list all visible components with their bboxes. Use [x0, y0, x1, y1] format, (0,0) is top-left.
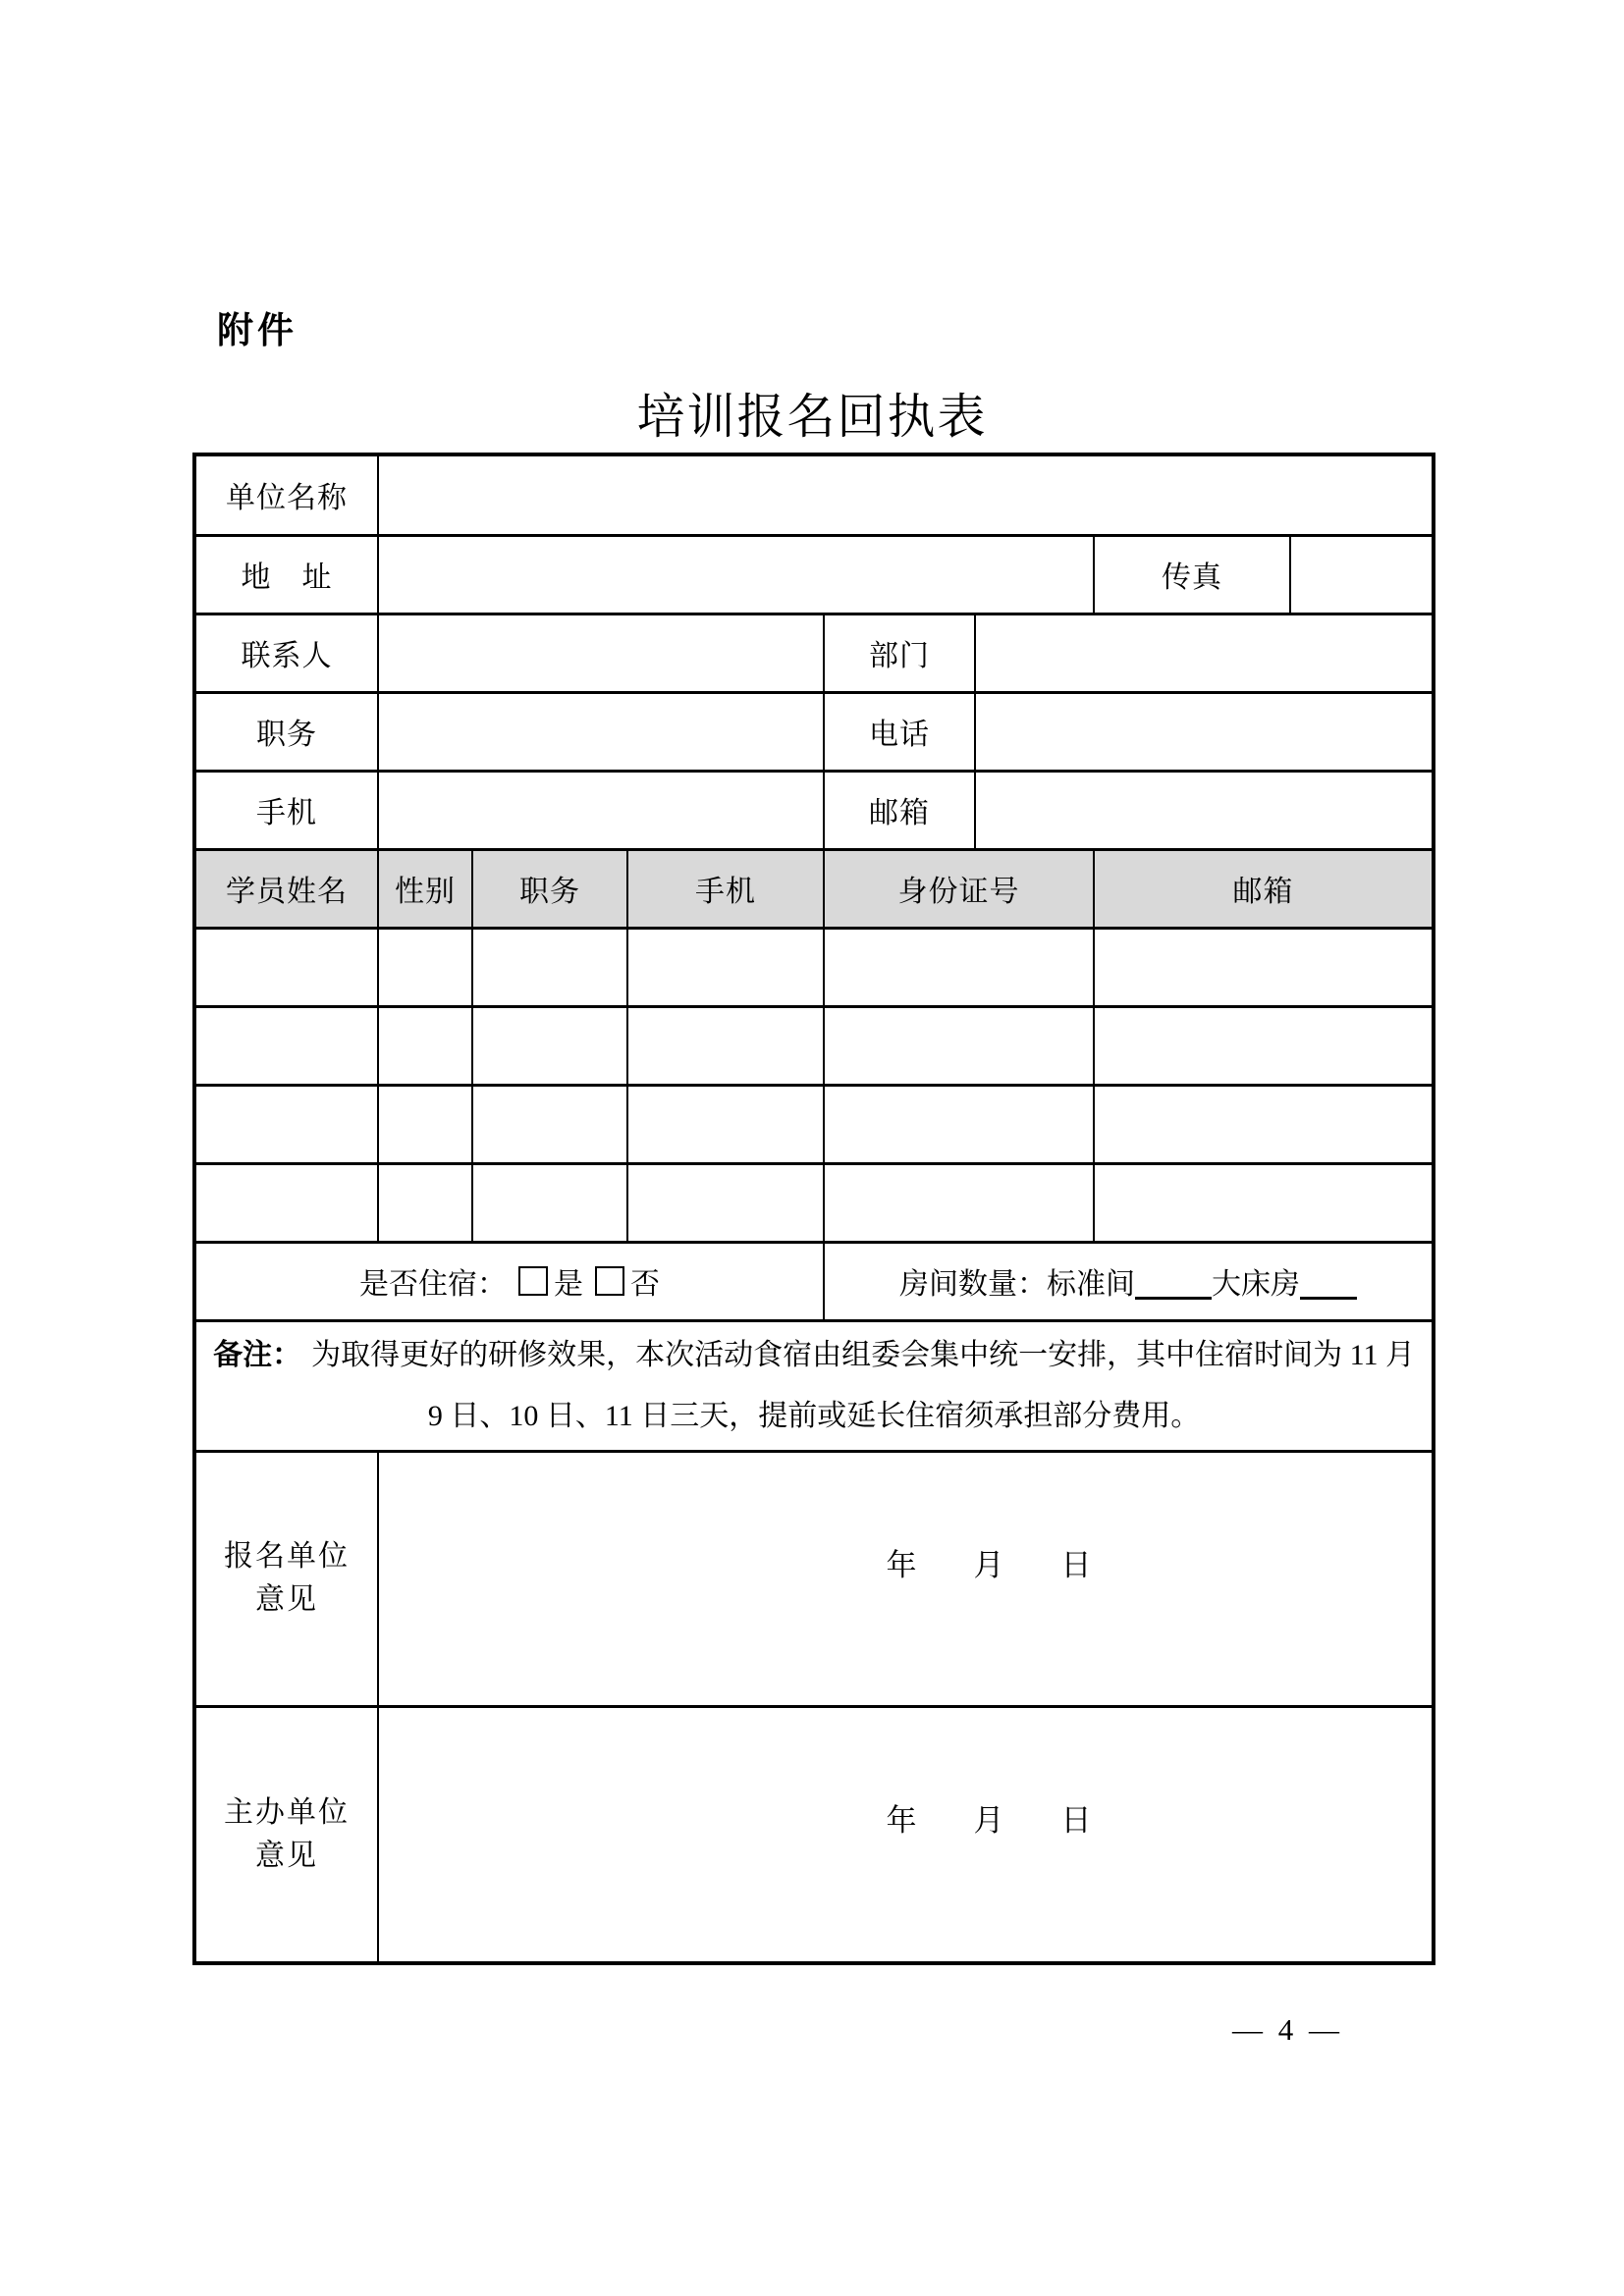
- stay-no-label: 否: [630, 1268, 660, 1301]
- notes-text-line1: 为取得更好的研修效果，本次活动食宿由组委会集中统一安排，其中住宿时间为 11 月: [311, 1338, 1415, 1371]
- room-count-cell: [824, 1242, 1434, 1320]
- day-label: 日: [1060, 1547, 1092, 1582]
- student-gender-header: 性别: [378, 849, 472, 928]
- student-cell[interactable]: [194, 928, 378, 1006]
- address-row: [194, 535, 1434, 614]
- position-input-cell[interactable]: [378, 692, 824, 771]
- organizer-date-line: [546, 1795, 1432, 1840]
- address-input-cell[interactable]: [378, 535, 1094, 614]
- notes-cell: [194, 1320, 1434, 1451]
- unit-name-row: [194, 454, 1434, 535]
- student-cell[interactable]: [472, 1085, 627, 1163]
- student-cell[interactable]: [472, 1163, 627, 1242]
- applicant-date-line: [546, 1540, 1432, 1584]
- stay-option-no: [595, 1268, 660, 1301]
- standard-room-blank[interactable]: [1135, 1263, 1212, 1300]
- student-id-header: 身份证号: [824, 849, 1094, 928]
- attachment-label: 附件: [217, 311, 298, 351]
- student-name-header: 学员姓名: [194, 849, 378, 928]
- student-cell[interactable]: [194, 1006, 378, 1085]
- fax-input-cell[interactable]: [1290, 535, 1434, 614]
- contact-input-cell[interactable]: [378, 614, 824, 692]
- king-room-label: 大床房: [1212, 1268, 1301, 1301]
- applicant-opinion-row: [194, 1451, 1434, 1706]
- year-label: 年: [886, 1547, 917, 1582]
- student-cell[interactable]: [824, 1006, 1094, 1085]
- student-header-row: [194, 849, 1434, 928]
- page-number: — 4 —: [1232, 2012, 1343, 2047]
- applicant-opinion-label-line2: 意见: [255, 1583, 318, 1616]
- student-cell[interactable]: [824, 1163, 1094, 1242]
- student-cell[interactable]: [824, 928, 1094, 1006]
- student-cell[interactable]: [627, 1163, 824, 1242]
- applicant-opinion-label-line1: 报名单位: [224, 1540, 350, 1573]
- student-cell[interactable]: [627, 1085, 824, 1163]
- position-label: 职务: [194, 692, 378, 771]
- mobile-input-cell[interactable]: [378, 771, 824, 849]
- student-cell[interactable]: [1094, 1006, 1434, 1085]
- unit-name-input-cell[interactable]: [378, 454, 1434, 535]
- notes-text-line2: 9 日、10 日、11 日三天，提前或延长住宿须承担部分费用。: [427, 1399, 1201, 1432]
- student-cell[interactable]: [378, 1163, 472, 1242]
- phone-input-cell[interactable]: [975, 692, 1434, 771]
- stay-yes-label: 是: [554, 1268, 583, 1301]
- mobile-row: [194, 771, 1434, 849]
- organizer-opinion-content-cell[interactable]: [378, 1706, 1434, 1963]
- registration-form-table: [192, 453, 1435, 1965]
- student-row: [194, 1085, 1434, 1163]
- mobile-label: 手机: [194, 771, 378, 849]
- day-label: 日: [1060, 1803, 1092, 1839]
- stay-row: [194, 1242, 1434, 1320]
- student-cell[interactable]: [194, 1163, 378, 1242]
- organizer-opinion-row: [194, 1706, 1434, 1963]
- organizer-opinion-label-line2: 意见: [255, 1839, 318, 1872]
- email-input-cell[interactable]: [975, 771, 1434, 849]
- student-cell[interactable]: [378, 1085, 472, 1163]
- unit-name-label: 单位名称: [194, 454, 378, 535]
- department-label: 部门: [824, 614, 975, 692]
- organizer-opinion-label-line1: 主办单位: [224, 1795, 350, 1829]
- student-cell[interactable]: [627, 928, 824, 1006]
- student-cell[interactable]: [472, 1006, 627, 1085]
- department-input-cell[interactable]: [975, 614, 1434, 692]
- student-cell[interactable]: [627, 1006, 824, 1085]
- student-row: [194, 1006, 1434, 1085]
- student-cell[interactable]: [378, 928, 472, 1006]
- student-row: [194, 1163, 1434, 1242]
- address-label: 地 址: [194, 535, 378, 614]
- position-row: [194, 692, 1434, 771]
- stay-yes-checkbox[interactable]: [518, 1266, 548, 1296]
- student-email-header: 邮箱: [1094, 849, 1434, 928]
- contact-label: 联系人: [194, 614, 378, 692]
- student-row: [194, 928, 1434, 1006]
- student-mobile-header: 手机: [627, 849, 824, 928]
- fax-label: 传真: [1094, 535, 1290, 614]
- student-cell[interactable]: [1094, 1163, 1434, 1242]
- king-room-blank[interactable]: [1300, 1263, 1357, 1300]
- student-cell[interactable]: [1094, 928, 1434, 1006]
- standard-room-label: 标准间: [1047, 1268, 1136, 1301]
- applicant-opinion-label: [194, 1451, 378, 1706]
- student-cell[interactable]: [1094, 1085, 1434, 1163]
- stay-option-yes: [518, 1268, 583, 1301]
- stay-question-cell: [194, 1242, 824, 1320]
- student-cell[interactable]: [472, 928, 627, 1006]
- student-position-header: 职务: [472, 849, 627, 928]
- student-cell[interactable]: [824, 1085, 1094, 1163]
- month-label: 月: [973, 1803, 1004, 1839]
- phone-label: 电话: [824, 692, 975, 771]
- page-title: 培训报名回执表: [636, 390, 988, 444]
- stay-no-checkbox[interactable]: [595, 1266, 624, 1296]
- student-cell[interactable]: [194, 1085, 378, 1163]
- email-label: 邮箱: [824, 771, 975, 849]
- student-cell[interactable]: [378, 1006, 472, 1085]
- notes-row: [194, 1320, 1434, 1451]
- stay-question-label: 是否住宿：: [359, 1268, 507, 1301]
- applicant-opinion-content-cell[interactable]: [378, 1451, 1434, 1706]
- organizer-opinion-label: [194, 1706, 378, 1963]
- month-label: 月: [973, 1547, 1004, 1582]
- contact-row: [194, 614, 1434, 692]
- notes-label: 备注：: [213, 1338, 302, 1371]
- room-count-label: 房间数量：: [899, 1268, 1048, 1301]
- year-label: 年: [886, 1803, 917, 1839]
